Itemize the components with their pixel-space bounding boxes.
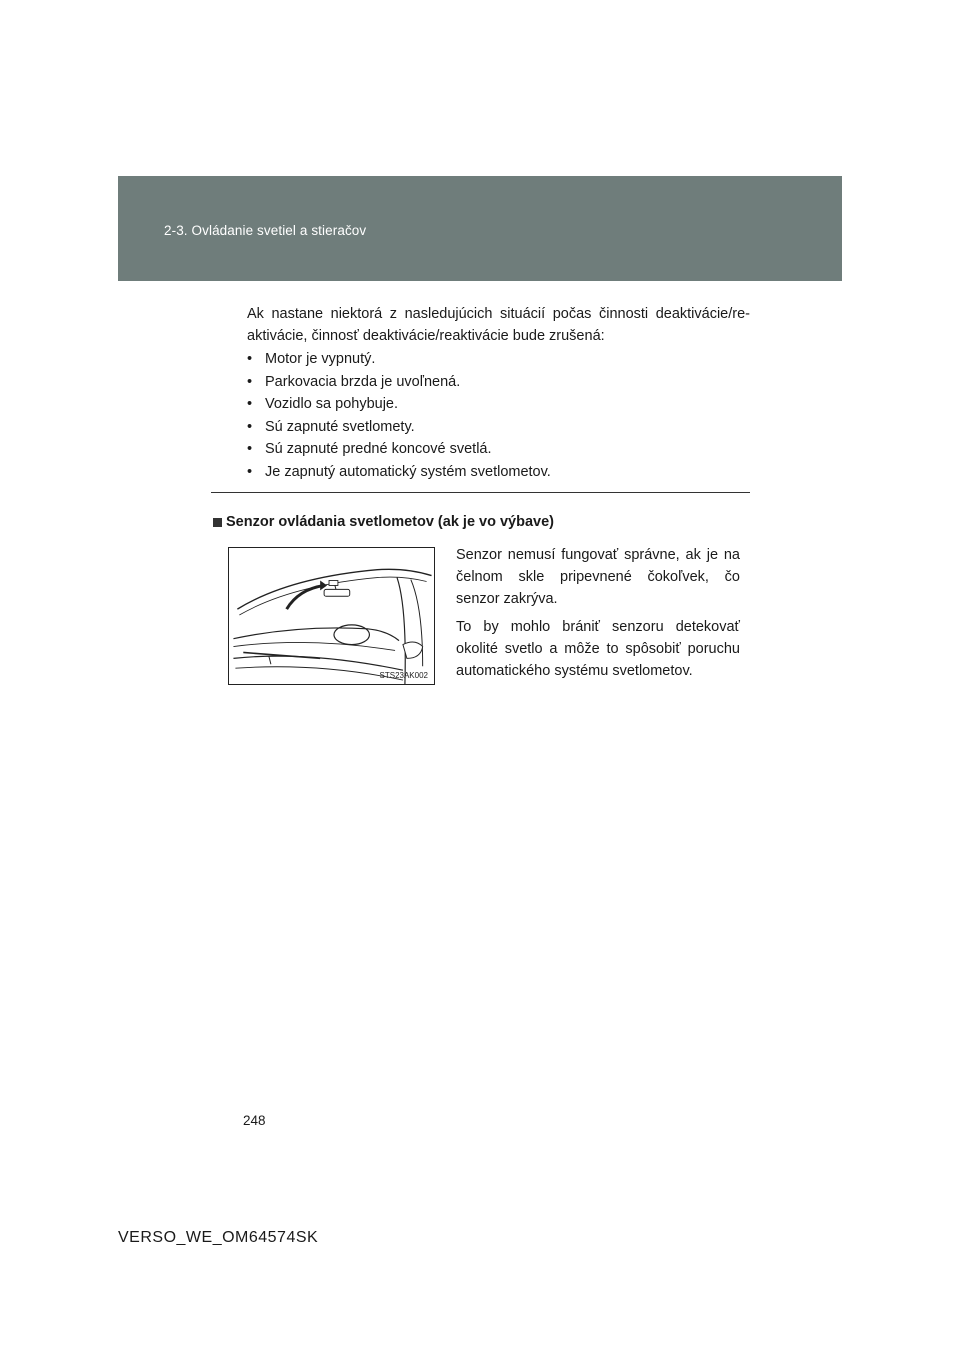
section-title: 2-3. Ovládanie svetiel a stieračov (164, 223, 367, 238)
figure-code: STS23AK002 (379, 671, 428, 680)
sensor-paragraph: Senzor nemusí fungovať správne, ak je na čelnom skle pripevnené čokoľvek, čo senzor zakrýva. (456, 547, 740, 607)
condition-list (247, 348, 747, 484)
page-number: 248 (243, 1113, 266, 1128)
list-item: • Parkovacia brzda je uvoľnená. (247, 371, 747, 394)
list-item: • Motor je vypnutý. (247, 348, 747, 371)
section-heading (213, 513, 554, 531)
sensor-paragraph: To by mohlo brániť senzoru detekovať okolité svetlo a môže to spôsobiť poruchu automatického systému svetlometov. (456, 619, 740, 679)
list-item: • Sú zapnuté predné koncové svetlá. (247, 438, 747, 461)
document-id: VERSO_WE_OM64574SK (118, 1229, 319, 1246)
windshield-drawing (229, 548, 434, 684)
intro-paragraph: Ak nastane niektorá z nasledujúcich situácií počas činnosti deaktivácie/re-aktivácie, činnosť deaktivácie/reaktivácie bude zrušená: (247, 306, 750, 344)
list-item: • Sú zapnuté svetlomety. (247, 416, 747, 439)
list-item: • Je zapnutý automatický systém svetlometov. (247, 461, 747, 484)
windshield-sensor-illustration (228, 547, 435, 685)
square-bullet-icon (213, 518, 222, 527)
header-band (118, 176, 842, 281)
sensor-description (456, 544, 740, 688)
list-item: • Vozidlo sa pohybuje. (247, 393, 747, 416)
section-divider (211, 492, 750, 493)
section-heading-text: Senzor ovládania svetlometov (ak je vo výbave) (226, 514, 554, 530)
